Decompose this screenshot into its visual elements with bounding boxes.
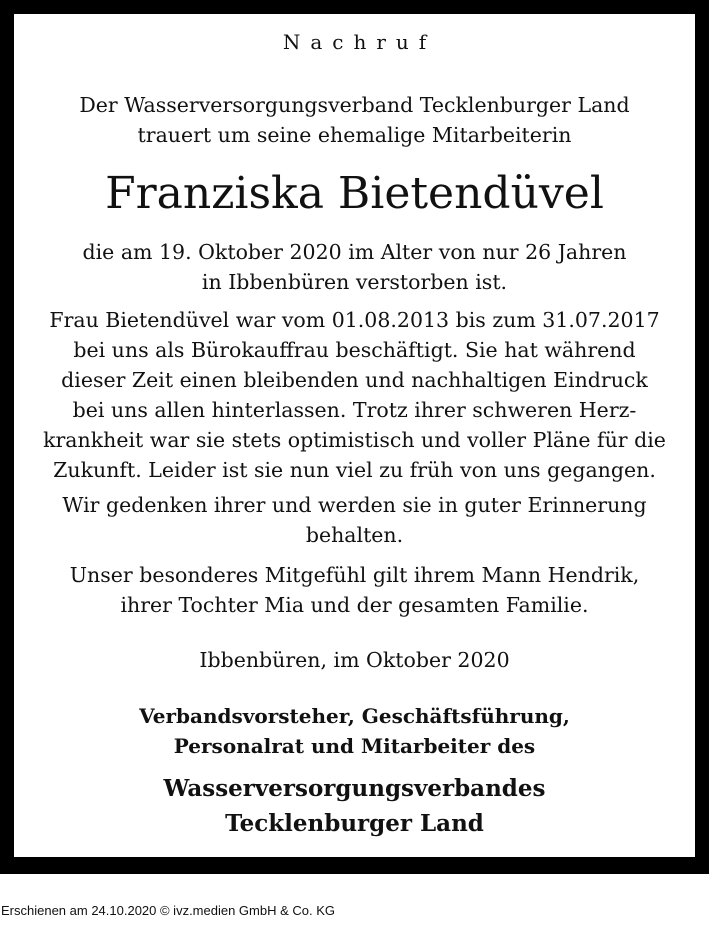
remembrance-paragraph [20, 490, 689, 550]
death-line: die am 19. Oktober 2020 im Alter von nur 26 Jahren [82, 240, 627, 264]
notice-heading: Nachruf [282, 30, 437, 54]
organization-line: Tecklenburger Land [225, 810, 484, 837]
employment-line: bei uns als Bürokauffrau beschäftigt. Sie hat während [73, 338, 636, 362]
signers-line: Personalrat und Mitarbeiter des [173, 734, 536, 758]
place-date: Ibbenbüren, im Oktober 2020 [199, 648, 510, 672]
publication-footer: Erschienen am 24.10.2020 © ivz.medien GmbH & Co. KG [1, 903, 336, 918]
employment-paragraph [20, 305, 689, 485]
sympathy-paragraph [20, 560, 689, 620]
organization-name [0, 771, 709, 841]
organization-line: Wasserversorgungsverbandes [163, 775, 546, 802]
intro-line: trauert um seine ehemalige Mitarbeiterin [137, 123, 572, 147]
employment-line: Zukunft. Leider ist sie nun viel zu früh von uns gegangen. [53, 458, 656, 482]
death-text [0, 237, 709, 297]
employment-line: bei uns allen hinterlassen. Trotz ihrer schweren Herz- [72, 398, 637, 422]
signers [0, 701, 709, 761]
remembrance-line: behalten. [305, 523, 404, 547]
employment-line: dieser Zeit einen bleibenden und nachhaltigen Eindruck [61, 368, 648, 392]
deceased-name: Franziska Bietendüvel [105, 168, 604, 219]
intro-text [0, 90, 709, 150]
employment-line: Frau Bietendüvel war vom 01.08.2013 bis zum 31.07.2017 [49, 308, 660, 332]
death-line: in Ibbenbüren verstorben ist. [201, 270, 508, 294]
employment-line: krankheit war sie stets optimistisch und voller Pläne für die [43, 428, 666, 452]
intro-line: Der Wasserversorgungsverband Tecklenburger Land [79, 93, 630, 117]
remembrance-line: Wir gedenken ihrer und werden sie in guter Erinnerung [62, 493, 647, 517]
sympathy-line: ihrer Tochter Mia und der gesamten Familie. [120, 593, 589, 617]
sympathy-line: Unser besonderes Mitgefühl gilt ihrem Mann Hendrik, [69, 563, 640, 587]
signers-line: Verbandsvorsteher, Geschäftsführung, [139, 704, 570, 728]
